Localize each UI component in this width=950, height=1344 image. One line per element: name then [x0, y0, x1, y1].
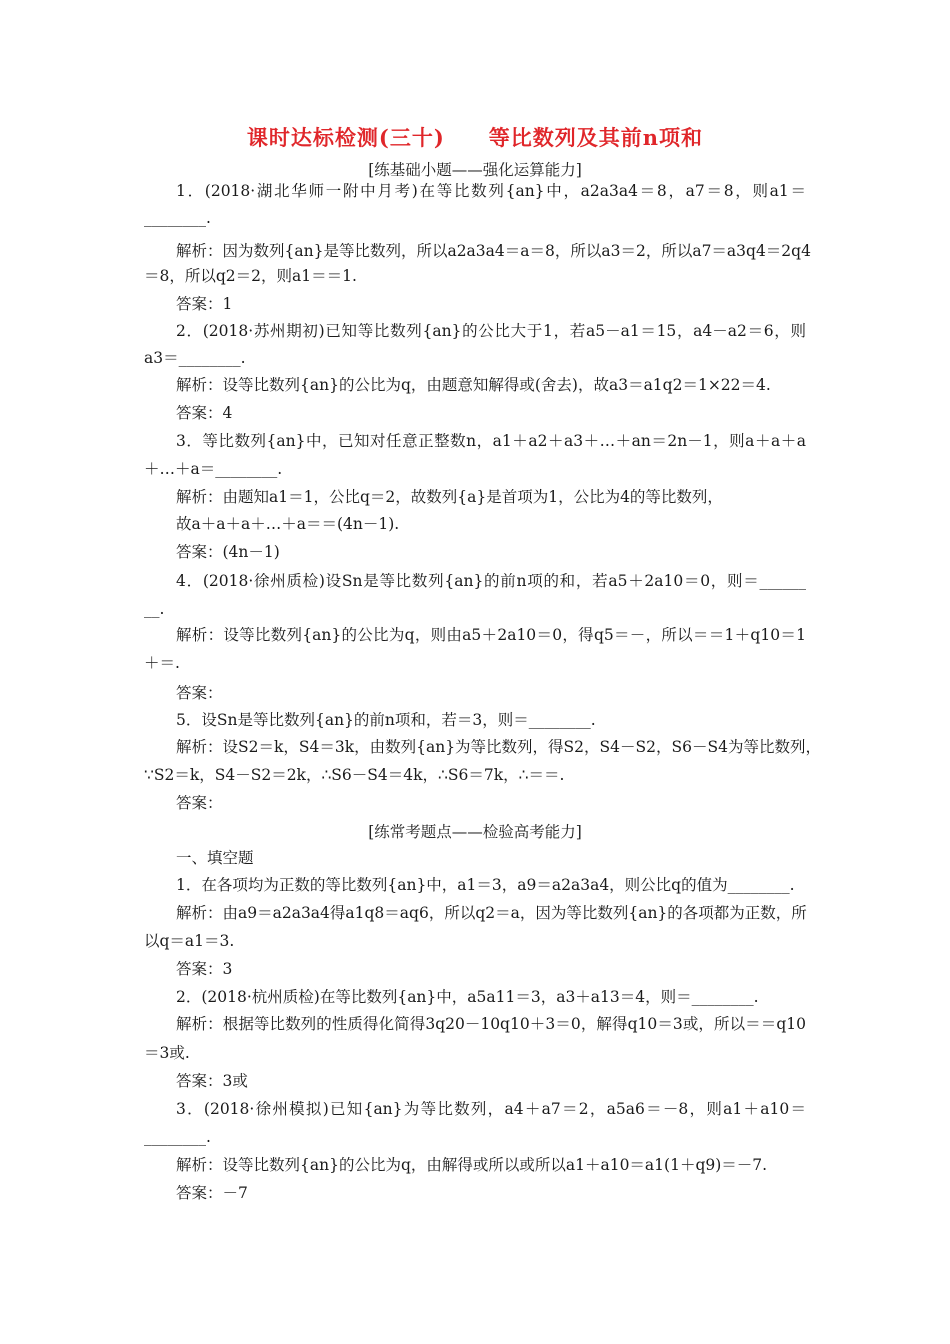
problem-4-line-2: __.: [144, 600, 165, 618]
solution-1-line-1: 解析：因为数列{an}是等比数列，所以a2a3a4＝a＝8，所以a3＝2，所以a7＝a3q4＝2q4: [176, 242, 811, 260]
exam-answer-2: 答案：3或: [176, 1072, 248, 1090]
page-title: 课时达标检测(三十) 等比数列及其前n项和: [246, 125, 704, 150]
solution-4-line-1: 解析：设等比数列{an}的公比为q，则由a5＋2a10＝0，得q5＝－，所以＝＝1＋q10＝1: [176, 626, 806, 644]
exam-problem-3-line-1: 3．(2018·徐州模拟)已知{an}为等比数列，a4＋a7＝2，a5a6＝－8，则a1＋a10＝: [176, 1100, 806, 1118]
problem-3-line-1: 3．等比数列{an}中，已知对任意正整数n，a1＋a2＋a3＋…＋an＝2n－1，则a＋a＋a: [176, 432, 806, 450]
problem-2-line-1: 2．(2018·苏州期初)已知等比数列{an}的公比大于1，若a5－a1＝15，a4－a2＝6，则: [176, 322, 806, 340]
exam-solution-2-line-1: 解析：根据等比数列的性质得化简得3q20－10q10＋3＝0，解得q10＝3或，所以＝＝q10: [176, 1015, 806, 1033]
solution-2: 解析：设等比数列{an}的公比为q，由题意知解得或(舍去)，故a3＝a1q2＝1×22＝4.: [176, 376, 771, 394]
solution-3-line-1: 解析：由题知a1＝1，公比q＝2，故数列{a}是首项为1，公比为4的等比数列，: [176, 488, 723, 506]
exam-problem-2: 2．(2018·杭州质检)在等比数列{an}中，a5a11＝3，a3＋a13＝4，则＝________.: [176, 988, 759, 1006]
solution-3-line-2: 故a＋a＋a＋…＋a＝＝(4n－1).: [176, 515, 400, 533]
solution-4-line-2: ＋＝.: [144, 654, 180, 672]
answer-1: 答案：1: [176, 295, 233, 313]
exam-answer-3: 答案：－7: [176, 1184, 248, 1202]
answer-3: 答案：(4n－1): [176, 543, 280, 561]
exam-problem-3-line-2: ________.: [144, 1128, 211, 1146]
exam-solution-2-line-2: ＝3或.: [144, 1044, 190, 1062]
problem-1-line-1: 1．(2018·湖北华师一附中月考)在等比数列{an}中，a2a3a4＝8，a7＝8，则a1＝: [176, 182, 806, 200]
problem-4-line-1: 4．(2018·徐州质检)设Sn是等比数列{an}的前n项的和，若a5＋2a10＝0，则＝______: [176, 572, 806, 590]
answer-2: 答案：4: [176, 404, 233, 422]
answer-4: 答案：: [176, 684, 223, 702]
problem-5: 5．设Sn是等比数列{an}的前n项和，若＝3，则＝________.: [176, 711, 596, 729]
exam-solution-1-line-1: 解析：由a9＝a2a3a4得a1q8＝aq6，所以q2＝a，因为等比数列{an}的各项都为正数，所: [176, 904, 807, 922]
exam-solution-1-line-2: 以q＝a1＝3.: [144, 932, 235, 950]
exam-answer-1: 答案：3: [176, 960, 233, 978]
problem-1-line-2: ________.: [144, 209, 211, 227]
solution-5-line-1: 解析：设S2＝k，S4＝3k，由数列{an}为等比数列，得S2，S4－S2，S6－S4为等比数列，: [176, 738, 821, 756]
problem-3-line-2: ＋…＋a＝________.: [144, 460, 283, 478]
subsection-fill-in: 一、填空题: [176, 849, 254, 867]
answer-5: 答案：: [176, 794, 223, 812]
exam-solution-3: 解析：设等比数列{an}的公比为q，由解得或所以或所以a1＋a10＝a1(1＋q9)＝－7.: [176, 1156, 768, 1174]
section-heading-basic: [练基础小题——强化运算能力]: [368, 161, 582, 179]
solution-1-line-2: ＝8，所以q2＝2，则a1＝＝1.: [144, 267, 357, 285]
problem-2-line-2: a3＝________.: [144, 349, 246, 367]
solution-5-line-2: ∵S2＝k，S4－S2＝2k，∴S6－S4＝4k，∴S6＝7k，∴＝＝.: [144, 766, 565, 784]
section-heading-exam: [练常考题点——检验高考能力]: [368, 823, 582, 841]
exam-problem-1: 1．在各项均为正数的等比数列{an}中，a1＝3，a9＝a2a3a4，则公比q的值为________.: [176, 876, 795, 894]
